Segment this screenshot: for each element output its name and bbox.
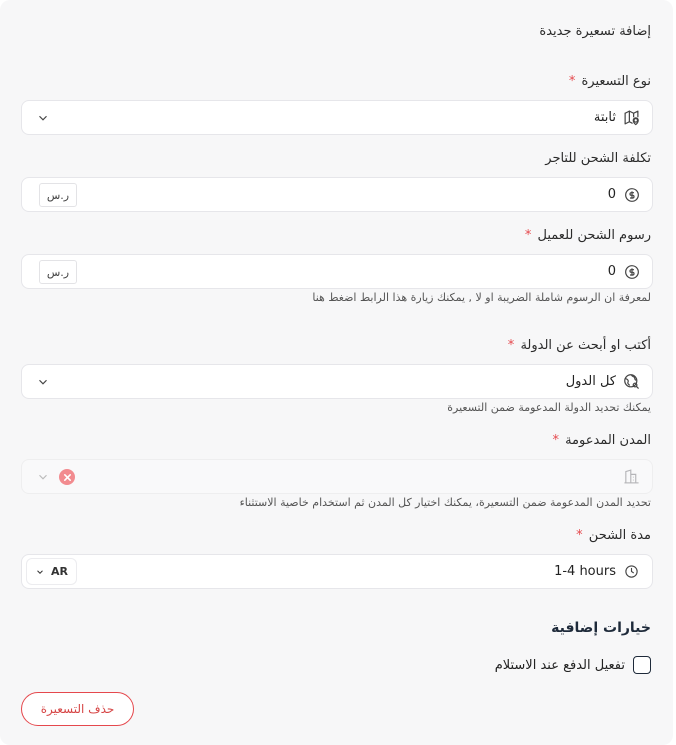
cities-label: المدن المدعومة * bbox=[552, 433, 651, 448]
cod-label: تفعيل الدفع عند الاستلام bbox=[494, 657, 625, 673]
cod-checkbox[interactable] bbox=[633, 656, 651, 674]
customer-fee-input[interactable] bbox=[21, 254, 653, 289]
form-title: إضافة تسعيرة جديدة bbox=[539, 24, 651, 39]
country-label: أكتب او أبحث عن الدولة * bbox=[507, 338, 651, 353]
clock-icon bbox=[623, 563, 640, 580]
cities-help: تحديد المدن المدعومة ضمن التسعيرة، يمكنك اختيار كل المدن ثم استخدام خاصية الاستثناء bbox=[239, 496, 651, 509]
globe-search-icon bbox=[623, 373, 640, 390]
extra-options-title: خيارات إضافية bbox=[551, 620, 651, 636]
duration-label: مدة الشحن * bbox=[576, 528, 651, 543]
city-buildings-icon bbox=[623, 468, 640, 485]
currency-unit: ر.س bbox=[39, 260, 77, 284]
pricing-type-label: نوع التسعيرة * bbox=[568, 74, 651, 89]
customer-fee-value: 0 bbox=[607, 264, 616, 279]
required-mark: * bbox=[524, 228, 532, 243]
chevron-down-icon bbox=[36, 375, 50, 389]
required-mark: * bbox=[568, 74, 576, 89]
customer-fee-label: رسوم الشحن للعميل * bbox=[524, 228, 651, 243]
delete-pricing-button[interactable]: حذف التسعيرة bbox=[21, 692, 134, 726]
country-select[interactable] bbox=[21, 364, 653, 399]
required-mark: * bbox=[552, 433, 559, 448]
customer-fee-help-link[interactable]: لمعرفة ان الرسوم شاملة الضريبة او لا , يمكنك زيارة هذا الرابط اضغط هنا bbox=[312, 291, 651, 304]
currency-unit: ر.س bbox=[39, 183, 77, 207]
clear-selection-icon[interactable] bbox=[59, 469, 75, 485]
language-select[interactable] bbox=[26, 558, 77, 585]
currency-icon bbox=[623, 263, 640, 280]
merchant-cost-label: تكلفة الشحن للتاجر bbox=[545, 151, 651, 166]
chevron-down-icon bbox=[36, 470, 50, 484]
chevron-down-icon bbox=[36, 111, 50, 125]
duration-input[interactable] bbox=[21, 554, 653, 589]
required-mark: * bbox=[576, 528, 583, 543]
cities-select[interactable] bbox=[21, 459, 653, 494]
chevron-down-icon bbox=[35, 567, 45, 577]
country-help: يمكنك تحديد الدولة المدعومة ضمن التسعيرة bbox=[447, 401, 651, 414]
required-mark: * bbox=[507, 338, 515, 353]
merchant-cost-input[interactable] bbox=[21, 177, 653, 212]
country-value: كل الدول bbox=[565, 374, 616, 389]
pricing-type-value: ثابتة bbox=[593, 110, 616, 125]
cod-option[interactable] bbox=[495, 656, 651, 674]
pricing-type-select[interactable] bbox=[21, 100, 653, 135]
duration-value: 1-4 hours bbox=[554, 564, 616, 579]
currency-icon bbox=[623, 186, 640, 203]
merchant-cost-value: 0 bbox=[607, 187, 616, 202]
language-value: AR bbox=[51, 565, 68, 578]
map-pin-icon bbox=[623, 109, 640, 126]
